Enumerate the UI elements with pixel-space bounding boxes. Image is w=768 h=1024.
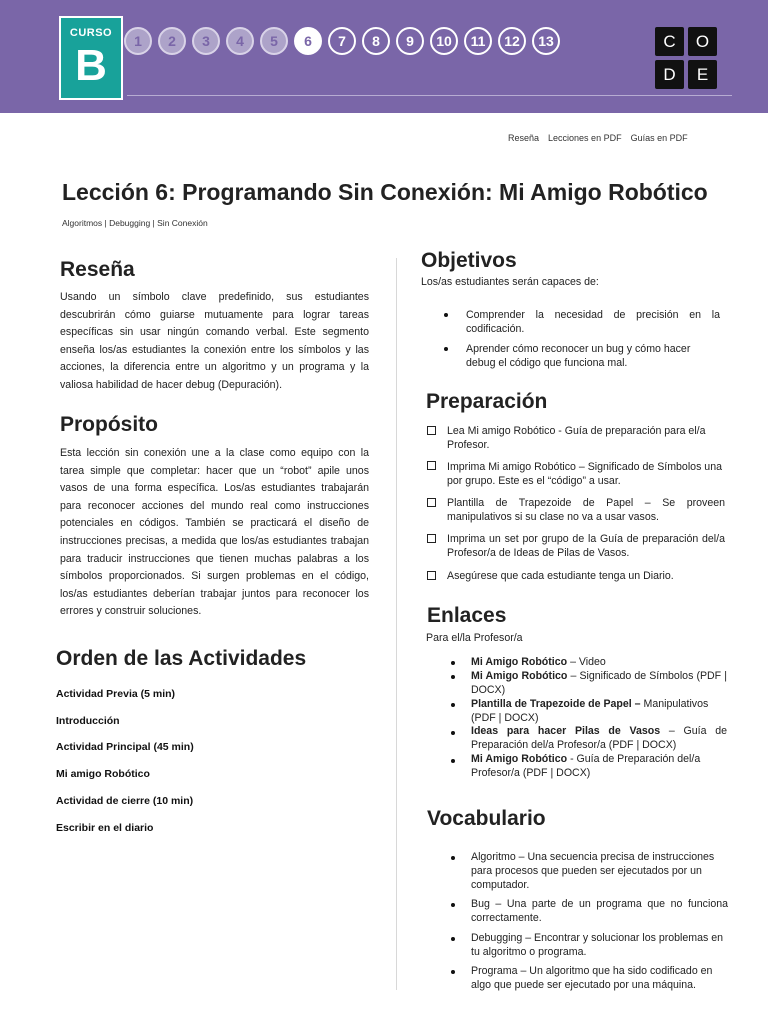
- lesson-link-1[interactable]: 1: [124, 27, 152, 55]
- checkbox-icon[interactable]: [427, 534, 436, 543]
- bullet-icon: [451, 856, 455, 860]
- proposito-text: Esta lección sin conexión une a la clase como equipo con la tarea simple que completar: hacer que un “robot” apile unos vasos de una forma específica. Los/as estudiantes trabajarán para reconocer acciones del mundo real como instrucciones potenciales en códigos. También se practicará el diseño de instrucciones precisas, a medida que los/as estudiantes trabajan para traducir instrucciones que tienen muchas palabras a los símbolos proporcionados. Si surgen problemas en el código, los/as estudiantes deberían trabajar juntos para reconocer los errores y construir soluciones.: [60, 447, 369, 618]
- orden-item-cierre[interactable]: Actividad de cierre (10 min): [56, 795, 194, 807]
- bullet-icon: [451, 937, 455, 941]
- enlaces-intro: Para el/la Profesor/a: [426, 632, 523, 644]
- lesson-link-5[interactable]: 5: [260, 27, 288, 55]
- course-label: CURSO: [69, 27, 113, 39]
- vocabulario-heading: Vocabulario: [427, 807, 546, 830]
- preparacion-item-4: Imprima un set por grupo de la Guía de preparación del/a Profesor/a de Ideas de Pilas de Vasos.: [447, 533, 725, 559]
- course-badge[interactable]: [59, 16, 123, 100]
- orden-item-actividad-previa[interactable]: Actividad Previa (5 min): [56, 688, 176, 700]
- vocab-item-programa: Programa – Un algoritmo que ha sido codificado en algo que puede ser ejecutado por una máquina.: [471, 965, 713, 991]
- resena-text: Usando un símbolo clave predefinido, sus estudiantes descubrirán cómo guiarse mutuamente para lograr tareas específicas sin usar ningún comando verbal. Este segmento enseña los/as estudiantes la conexión entre los símbolos y las acciones, la diferencia entre un algoritmo y un programa y la valiosa habilidad de hacer debug (Depuración).: [60, 291, 369, 391]
- objetivo-item-2: Aprender cómo reconocer un bug y cómo hacer debug el código que funciona mal.: [466, 343, 691, 369]
- resena-section: [60, 258, 369, 395]
- column-divider: [396, 258, 397, 990]
- preparacion-item-3: Plantilla de Trapezoide de Papel – Se proveen manipulativos si su clase no va a usar vasos.: [447, 497, 725, 523]
- lesson-link-13[interactable]: 13: [532, 27, 560, 55]
- enlace-item-bold: Plantilla de Trapezoide de Papel –: [471, 698, 641, 710]
- lesson-link-9[interactable]: 9: [396, 27, 424, 55]
- enlace-item-2[interactable]: [471, 669, 727, 697]
- bullet-icon: [451, 759, 455, 763]
- logo-letter-o: O: [688, 27, 717, 56]
- preparacion-item-2: Imprima Mi amigo Robótico – Significado de Símbolos una por grupo. Este es el “código” a usar.: [447, 461, 722, 487]
- enlaces-heading: Enlaces: [427, 604, 507, 627]
- checkbox-icon[interactable]: [427, 498, 436, 507]
- objetivo-item-1: Comprender la necesidad de precisión en la codificación.: [466, 309, 720, 335]
- orden-item-introduccion[interactable]: Introducción: [56, 715, 120, 727]
- course-header: [0, 0, 768, 113]
- lesson-link-8[interactable]: 8: [362, 27, 390, 55]
- lesson-link-2[interactable]: 2: [158, 27, 186, 55]
- enlace-item-3[interactable]: [471, 697, 729, 725]
- lesson-link-3[interactable]: 3: [192, 27, 220, 55]
- enlace-item-rest: – Significado de Símbolos (PDF | DOCX): [471, 670, 727, 696]
- enlace-item-bold: Mi Amigo Robótico: [471, 670, 568, 682]
- page-title: Lección 6: Programando Sin Conexión: Mi Amigo Robótico: [62, 179, 708, 205]
- bullet-icon: [451, 731, 455, 735]
- bullet-icon: [451, 703, 455, 707]
- bullet-icon: [444, 313, 448, 317]
- bullet-icon: [451, 675, 455, 679]
- lesson-link-10[interactable]: 10: [430, 27, 458, 55]
- enlace-item-1[interactable]: [471, 655, 727, 669]
- enlace-item-bold: Ideas para hacer Pilas de Vasos: [471, 725, 661, 737]
- checkbox-icon[interactable]: [427, 461, 436, 470]
- lesson-link-7[interactable]: 7: [328, 27, 356, 55]
- enlace-item-bold: Mi Amigo Robótico: [471, 753, 568, 765]
- bullet-icon: [444, 347, 448, 351]
- proposito-heading: Propósito: [60, 413, 158, 436]
- lesson-tags: Algoritmos | Debugging | Sin Conexión: [62, 218, 208, 228]
- orden-section: [56, 647, 376, 671]
- enlace-item-4[interactable]: [471, 724, 727, 752]
- bullet-icon: [451, 903, 455, 907]
- header-divider: [127, 95, 732, 96]
- lesson-nav: [124, 27, 566, 55]
- vocab-item-algoritmo: Algoritmo – Una secuencia precisa de instrucciones para procesos que pueden ser ejecutados por un computador.: [471, 851, 715, 891]
- enlace-item-rest: – Video: [567, 656, 606, 668]
- link-guias-pdf[interactable]: Guías en PDF: [630, 133, 688, 143]
- checkbox-icon[interactable]: [427, 426, 436, 435]
- vocab-item-bug: Bug – Una parte de un programa que no funciona correctamente.: [471, 898, 728, 924]
- lesson-link-6-current[interactable]: 6: [294, 27, 322, 55]
- objetivos-heading: Objetivos: [421, 249, 517, 272]
- resena-heading: Reseña: [60, 258, 135, 281]
- logo-letter-d: D: [655, 60, 684, 89]
- link-resena[interactable]: Reseña: [508, 133, 540, 143]
- course-letter: B: [75, 41, 107, 90]
- preparacion-item-5: Asegúrese que cada estudiante tenga un Diario.: [447, 570, 674, 582]
- enlace-item-rest: – Guía de Preparación del/a Profesor/a (PDF | DOCX): [471, 725, 727, 751]
- top-links: [508, 133, 697, 143]
- checkbox-icon[interactable]: [427, 571, 436, 580]
- orden-item-mi-amigo[interactable]: Mi amigo Robótico: [56, 768, 150, 780]
- preparacion-item-1: Lea Mi amigo Robótico - Guía de preparación para el/a Profesor.: [447, 425, 706, 451]
- logo-letter-c: C: [655, 27, 684, 56]
- enlace-item-5[interactable]: [471, 752, 729, 780]
- logo-letter-e: E: [688, 60, 717, 89]
- orden-item-diario[interactable]: Escribir en el diario: [56, 822, 154, 834]
- lesson-link-4[interactable]: 4: [226, 27, 254, 55]
- preparacion-heading: Preparación: [426, 390, 548, 413]
- lesson-link-12[interactable]: 12: [498, 27, 526, 55]
- orden-heading: Orden de las Actividades: [56, 647, 307, 670]
- orden-item-actividad-principal[interactable]: Actividad Principal (45 min): [56, 741, 194, 753]
- enlace-item-rest: Manipulativos (PDF | DOCX): [471, 698, 709, 724]
- objetivos-intro: Los/as estudiantes serán capaces de:: [421, 276, 599, 288]
- vocab-item-debugging: Debugging – Encontrar y solucionar los problemas en tu algoritmo o programa.: [471, 932, 724, 958]
- link-lecciones-pdf[interactable]: Lecciones en PDF: [548, 133, 622, 143]
- enlace-item-rest: - Guía de Preparación del/a Profesor/a (PDF | DOCX): [471, 753, 701, 779]
- bullet-icon: [451, 661, 455, 665]
- lesson-link-11[interactable]: 11: [464, 27, 492, 55]
- bullet-icon: [451, 970, 455, 974]
- code-logo[interactable]: [655, 27, 717, 89]
- proposito-section: [60, 413, 369, 621]
- enlace-item-bold: Mi Amigo Robótico: [471, 656, 568, 668]
